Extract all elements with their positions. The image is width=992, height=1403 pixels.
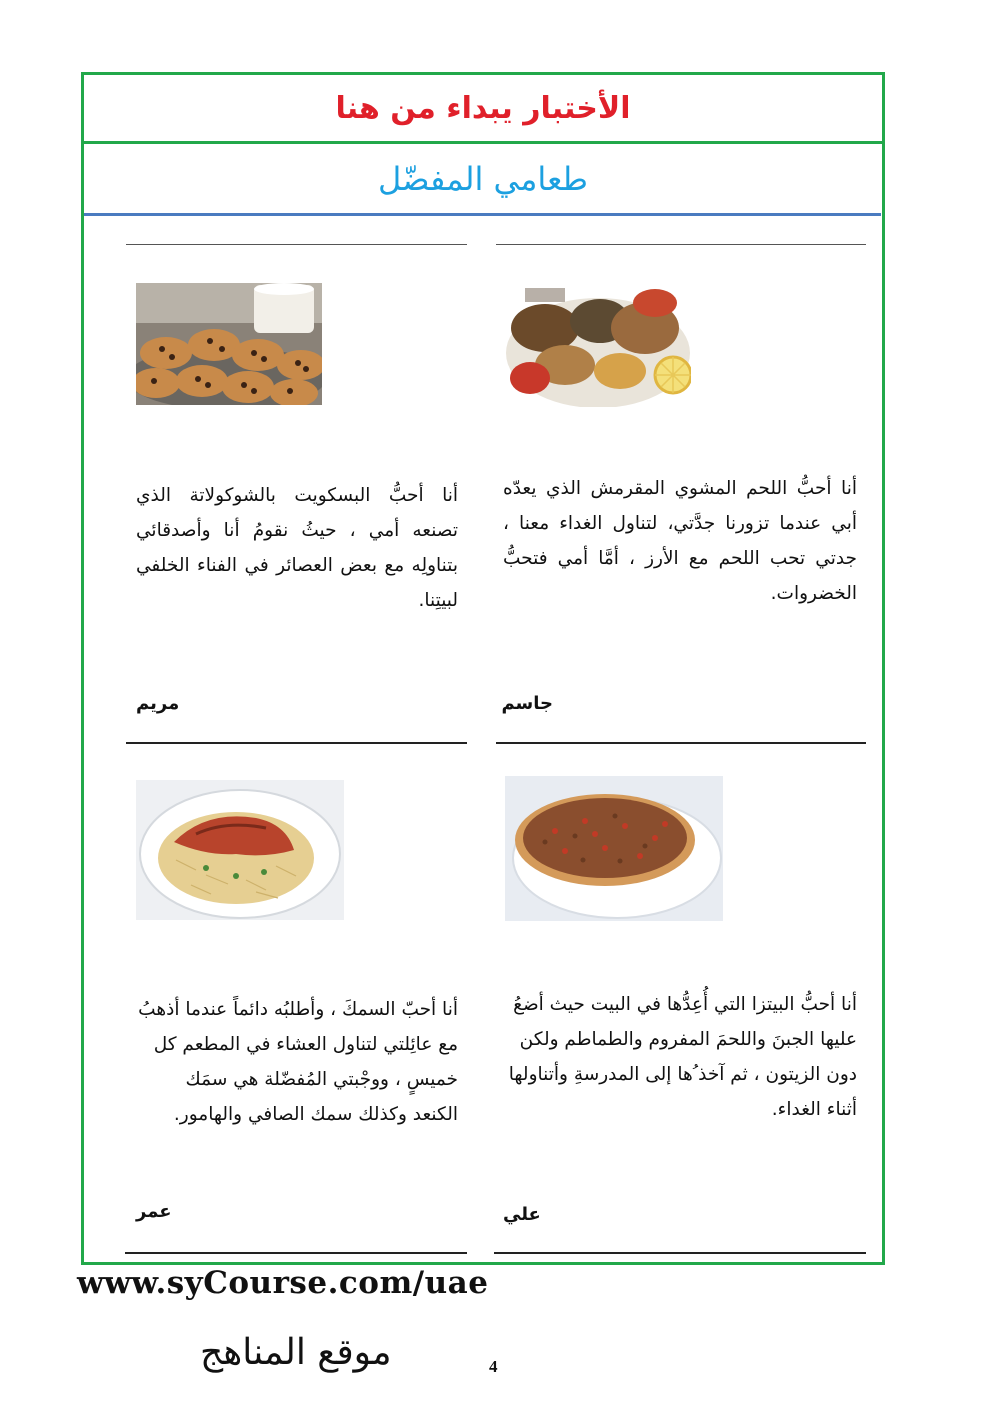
- site-brand-name: موقع المناهج: [200, 1332, 392, 1373]
- card-name-jasem: جاسم: [501, 693, 553, 714]
- card-bottom-rule-maryam: [126, 742, 467, 744]
- card-bottom-rule-omar: [125, 1252, 467, 1254]
- page-number: 4: [489, 1357, 498, 1376]
- page-title: الأختبار يبداء من هنا: [335, 90, 631, 126]
- website-url: www.syCourse.com/uae: [77, 1265, 489, 1301]
- section-subtitle: طعامي المفضّل: [378, 160, 588, 198]
- card-name-omar: عمر: [136, 1201, 172, 1222]
- grilled-meat-platter-photo: [505, 283, 691, 407]
- fish-with-rice-photo: [136, 780, 344, 920]
- card-bottom-rule-ali: [494, 1252, 866, 1254]
- card-text-maryam: أنا أحبُّ البسكويت بالشوكولاتة الذي تصنعه أمي ، حيثُ نقومُ أنا وأصدقائي بتناولِه مع بعض العصائر في الفناء الخلفي لبيتِنا.: [136, 485, 458, 611]
- card-name-ali: علي: [503, 1204, 541, 1225]
- card-bottom-rule-jasem: [496, 742, 866, 744]
- card-text-omar: أنا أحبّ السمكَ ، وأطلبُه دائماً عندما أذهبُ مع عائِلتي لتناول العشاء في المطعم كل خميسٍ ، ووجْبتي المُفضّلة هي سمَك الكنعد وكذلك سمك الصافي والهامور.: [138, 999, 458, 1125]
- subtitle-divider: [84, 213, 881, 216]
- chocolate-chip-cookies-photo: [136, 283, 322, 405]
- meat-pizza-photo: [505, 776, 723, 921]
- card-text-ali: أنا أحبُّ البيتزا التي أُعِدُّها في البيت حيث أضعُ عليها الجبنَ واللحمَ المفروم والطماطم ولكن دون الزيتون ، ثم آخذ ُها إلى المدرسةِ وأتناولها أثناء الغداء.: [508, 994, 857, 1120]
- card-text-jasem: أنا أحبُّ اللحم المشوي المقرمش الذي يعدّه أبي عندما تزورنا جدَّتي، لتناول الغداء معنا ، جدتي تحب اللحم مع الأرز ، أمَّا أمي فتحبُّ الخضروات.: [503, 478, 857, 604]
- card-top-rule-maryam: [126, 244, 467, 245]
- card-name-maryam: مريم: [136, 693, 180, 714]
- card-top-rule-jasem: [496, 244, 866, 245]
